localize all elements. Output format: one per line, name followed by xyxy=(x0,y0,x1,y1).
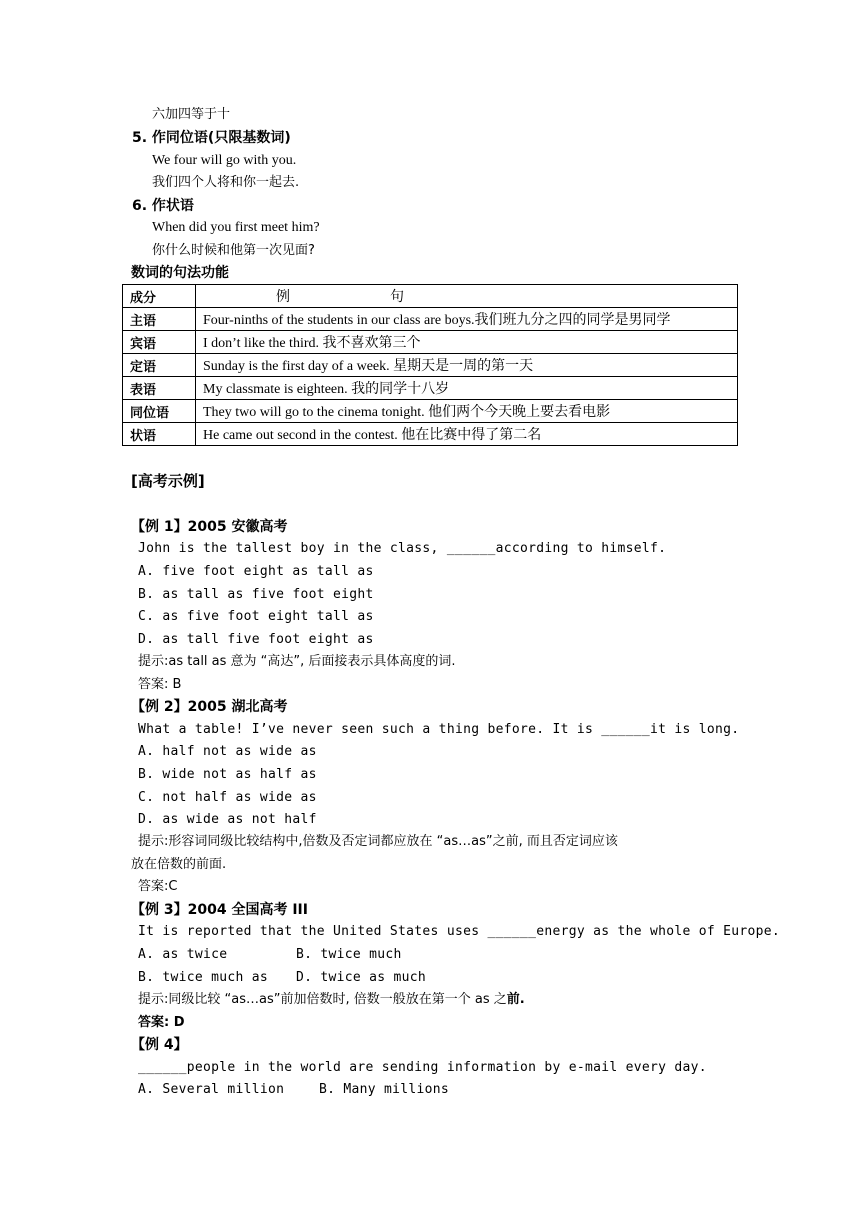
example-2-option-d: D. as wide as not half xyxy=(138,812,317,827)
example-3-answer: 答案: D xyxy=(138,1015,185,1030)
table-cell-role: 主语 xyxy=(123,308,196,331)
item-5-title: 5. 作同位语(只限基数词) xyxy=(132,130,291,146)
example-2-option-a: A. half not as wide as xyxy=(138,744,317,759)
table-header-row xyxy=(123,285,738,308)
header-role: 成分 xyxy=(123,285,196,308)
example-2-label: 【例 2】2005 湖北高考 xyxy=(131,699,288,715)
table-row xyxy=(123,308,738,331)
example-3-option-b: B. twice much xyxy=(296,947,402,962)
table-cell-role: 表语 xyxy=(123,377,196,400)
table-row xyxy=(123,354,738,377)
section-title: [高考示例] xyxy=(131,472,205,490)
table-cell-example: He came out second in the contest. 他在比赛中得了第二名 xyxy=(196,423,738,446)
item-6-english: When did you first meet him? xyxy=(152,220,320,235)
example-1-option-a: A. five foot eight as tall as xyxy=(138,564,374,579)
item-5-chinese: 我们四个人将和你一起去. xyxy=(152,175,300,190)
table-cell-example: I don’t like the third. 我不喜欢第三个 xyxy=(196,331,738,354)
example-4-question: ______people in the world are sending information by e-mail every day. xyxy=(138,1060,707,1075)
table-cell-example: Four-ninths of the students in our class are boys.我们班九分之四的同学是男同学 xyxy=(196,308,738,331)
example-1-answer: 答案: B xyxy=(138,677,182,692)
item-6-chinese: 你什么时候和他第一次见面? xyxy=(152,243,315,258)
table-cell-role: 定语 xyxy=(123,354,196,377)
example-4-option-b: B. Many millions xyxy=(319,1082,450,1097)
example-2-question: What a table! I’ve never seen such a thing before. It is ______it is long. xyxy=(138,722,740,737)
header-example xyxy=(196,285,738,308)
table-caption: 数词的句法功能 xyxy=(131,265,229,281)
example-3-option-b2: B. twice much as xyxy=(138,970,269,985)
table-row xyxy=(123,377,738,400)
header-example-char2: 句 xyxy=(390,290,404,305)
example-1-tip: 提示:as tall as 意为 “高达”, 后面接表示具体高度的词. xyxy=(138,654,456,669)
table-row xyxy=(123,400,738,423)
table-cell-example: My classmate is eighteen. 我的同学十八岁 xyxy=(196,377,738,400)
example-3-question: It is reported that the United States uses ______energy as the whole of Europe. xyxy=(138,924,781,939)
table-row xyxy=(123,331,738,354)
example-3-label: 【例 3】2004 全国高考 III xyxy=(131,902,308,918)
example-1-option-c: C. as five foot eight tall as xyxy=(138,609,374,624)
example-1-question: John is the tallest boy in the class, ______according to himself. xyxy=(138,541,667,556)
example-3-tip-text: 提示:同级比较 “as…as”前加倍数时, 倍数一般放在第一个 as 之 xyxy=(138,992,507,1007)
text-six-plus-four: 六加四等于十 xyxy=(152,107,231,122)
example-4-label: 【例 4】 xyxy=(131,1037,188,1053)
example-1-label: 【例 1】2005 安徽高考 xyxy=(131,519,288,535)
example-3-option-a: A. as twice xyxy=(138,947,228,962)
item-5-english: We four will go with you. xyxy=(152,153,297,168)
example-2-answer: 答案:C xyxy=(138,879,178,894)
example-3-option-d: D. twice as much xyxy=(296,970,427,985)
example-3-tip-bold: 前. xyxy=(506,992,525,1007)
example-2-tip-line-2: 放在倍数的前面. xyxy=(131,857,227,872)
table-cell-example: They two will go to the cinema tonight. 他们两个今天晚上要去看电影 xyxy=(196,400,738,423)
table-cell-role: 同位语 xyxy=(123,400,196,423)
table-cell-role: 宾语 xyxy=(123,331,196,354)
table-row xyxy=(123,423,738,446)
table-cell-example: Sunday is the first day of a week. 星期天是一周的第一天 xyxy=(196,354,738,377)
example-2-option-c: C. not half as wide as xyxy=(138,790,317,805)
example-1-option-d: D. as tall five foot eight as xyxy=(138,632,374,647)
example-4-option-a: A. Several million xyxy=(138,1082,285,1097)
item-6-title: 6. 作状语 xyxy=(132,198,194,214)
syntax-function-table xyxy=(122,284,738,446)
table-cell-role: 状语 xyxy=(123,423,196,446)
example-2-option-b: B. wide not as half as xyxy=(138,767,317,782)
example-3-tip xyxy=(138,991,525,1009)
example-2-tip-line-1: 提示:形容词同级比较结构中,倍数及否定词都应放在 “as…as”之前, 而且否定词应该 xyxy=(138,834,618,849)
header-example-char1: 例 xyxy=(276,290,290,305)
example-1-option-b: B. as tall as five foot eight xyxy=(138,587,374,602)
